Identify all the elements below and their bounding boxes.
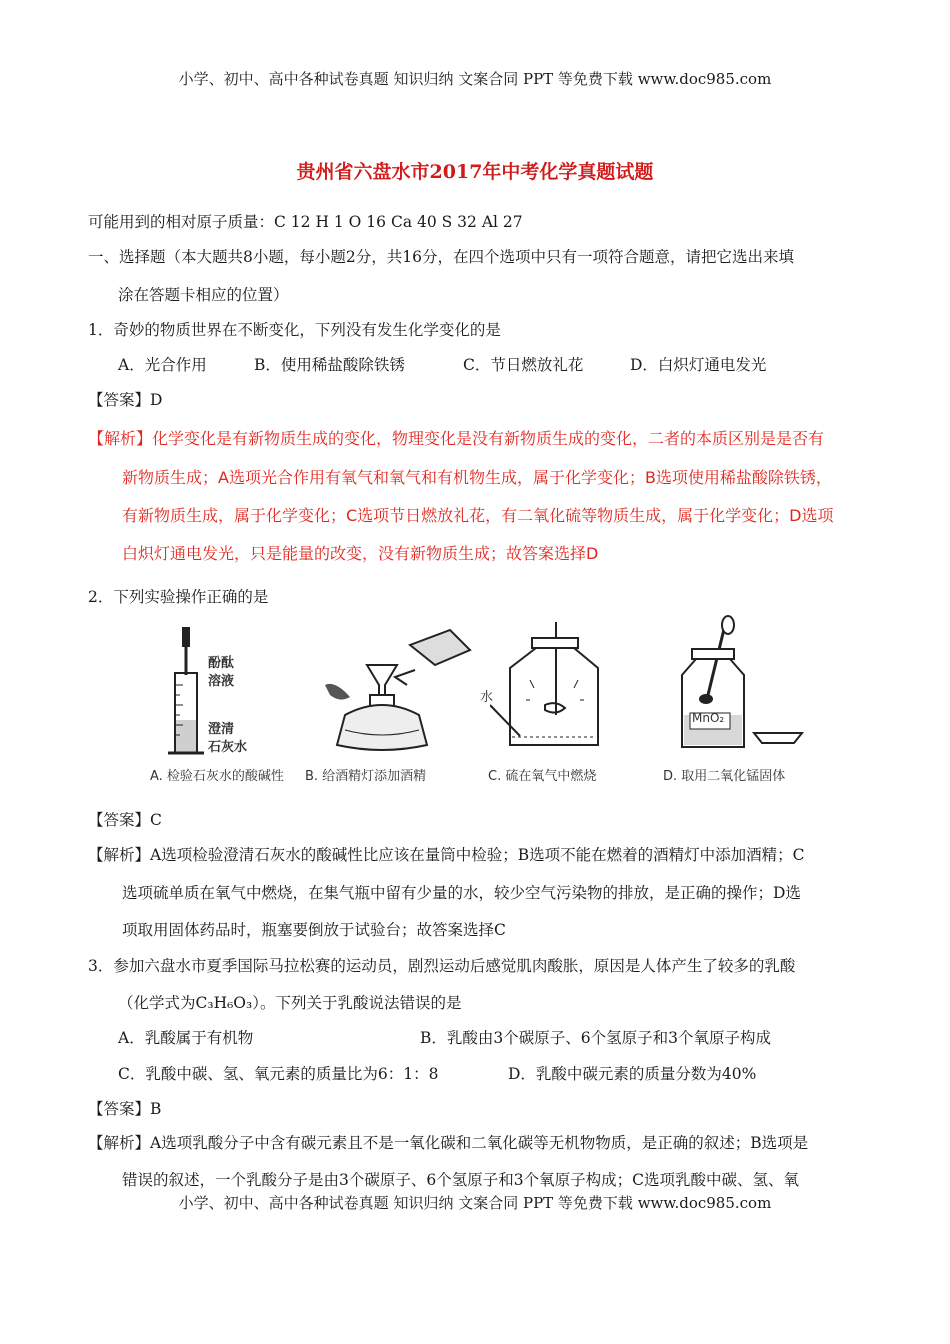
page-header: 小学、初中、高中各种试卷真题 知识归纳 文案合同 PPT 等免费下载 www.doc985.com	[178, 70, 772, 88]
q1-answer: 【答案】D	[88, 391, 163, 409]
q1-option-c: C．节日燃放礼花	[463, 356, 584, 374]
label-lime-water-2: 石灰水	[208, 740, 248, 755]
figure-caption-b: B. 给酒精灯添加酒精	[305, 769, 427, 784]
label-phenolphthalein-2: 溶液	[208, 674, 235, 689]
q2-stem: 2．下列实验操作正确的是	[88, 588, 269, 606]
q3-analysis-1: 【解析】A选项乳酸分子中含有碳元素且不是一氧化碳和二氧化碳等无机物物质，是正确的叙述；B选项是	[88, 1134, 809, 1152]
q2-answer: 【答案】C	[88, 811, 162, 829]
q3-option-b: B．乳酸由3个碳原子、6个氢原子和3个氧原子构成	[420, 1029, 771, 1047]
section-heading-cont: 涂在答题卡相应的位置）	[118, 286, 289, 304]
section-heading: 一、选择题（本大题共8小题，每小题2分，共16分，在四个选项中只有一项符合题意，请把它选出来填	[88, 248, 794, 266]
q1-analysis-1: 【解析】化学变化是有新物质生成的变化，物理变化是没有新物质生成的变化，二者的本质区别是是否有	[88, 429, 825, 448]
q1-analysis-3: 有新物质生成，属于化学变化；C选项节日燃放礼花，有二氧化硫等物质生成，属于化学变化；D选项	[122, 506, 834, 525]
figure-caption-d: D. 取用二氧化锰固体	[663, 769, 786, 784]
figure-d-reagent-bottle	[670, 615, 810, 755]
q3-option-c: C．乳酸中碳、氢、氧元素的质量比为6：1：8	[118, 1065, 439, 1083]
q1-analysis-4: 白炽灯通电发光，只是能量的改变，没有新物质生成；故答案选择D	[122, 544, 599, 563]
figure-caption-a: A. 检验石灰水的酸碱性	[150, 769, 284, 784]
q3-option-d: D．乳酸中碳元素的质量分数为40%	[508, 1065, 757, 1083]
q1-stem: 1．奇妙的物质世界在不断变化，下列没有发生化学变化的是	[88, 321, 501, 339]
q3-option-a: A．乳酸属于有机物	[118, 1029, 254, 1047]
q1-option-a: A．光合作用	[118, 356, 207, 374]
figure-caption-c: C. 硫在氧气中燃烧	[488, 769, 597, 784]
q2-analysis-1: 【解析】A选项检验澄清石灰水的酸碱性比应该在量筒中检验；B选项不能在燃着的酒精灯中添加酒精；C	[88, 846, 805, 864]
q3-analysis-2: 错误的叙述，一个乳酸分子是由3个碳原子、6个氢原子和3个氧原子构成；C选项乳酸中碳、氢、氧	[122, 1171, 799, 1189]
page-footer: 小学、初中、高中各种试卷真题 知识归纳 文案合同 PPT 等免费下载 www.doc985.com	[178, 1194, 772, 1212]
label-lime-water-1: 澄清	[208, 722, 235, 737]
figure-b-alcohol-lamp	[315, 625, 480, 755]
q1-option-d: D．白炽灯通电发光	[630, 356, 767, 374]
page-title: 贵州省六盘水市2017年中考化学真题试题	[296, 161, 654, 183]
atomic-masses: 可能用到的相对原子质量：C 12 H 1 O 16 Ca 40 S 32 Al 27	[88, 213, 523, 231]
q3-stem-2: （化学式为C₃H₆O₃）。下列关于乳酸说法错误的是	[118, 994, 462, 1012]
q3-stem-1: 3．参加六盘水市夏季国际马拉松赛的运动员，剧烈运动后感觉肌肉酸胀，原因是人体产生了较多的乳酸	[88, 957, 796, 975]
q3-answer: 【答案】B	[88, 1100, 162, 1118]
q1-analysis-2: 新物质生成；A选项光合作用有氧气和氧气和有机物生成，属于化学变化；B选项使用稀盐酸除铁锈，	[122, 468, 832, 487]
label-mno2: MnO₂	[692, 711, 725, 725]
label-phenolphthalein-1: 酚酞	[208, 656, 235, 671]
q2-analysis-3: 项取用固体药品时，瓶塞要倒放于试验台；故答案选择C	[122, 921, 506, 939]
figure-c-gas-bottle	[490, 620, 610, 755]
label-water: 水	[480, 690, 494, 705]
q1-option-b: B．使用稀盐酸除铁锈	[254, 356, 405, 374]
q2-analysis-2: 选项硫单质在氧气中燃烧，在集气瓶中留有少量的水，较少空气污染物的排放，是正确的操作；D选	[122, 884, 801, 902]
